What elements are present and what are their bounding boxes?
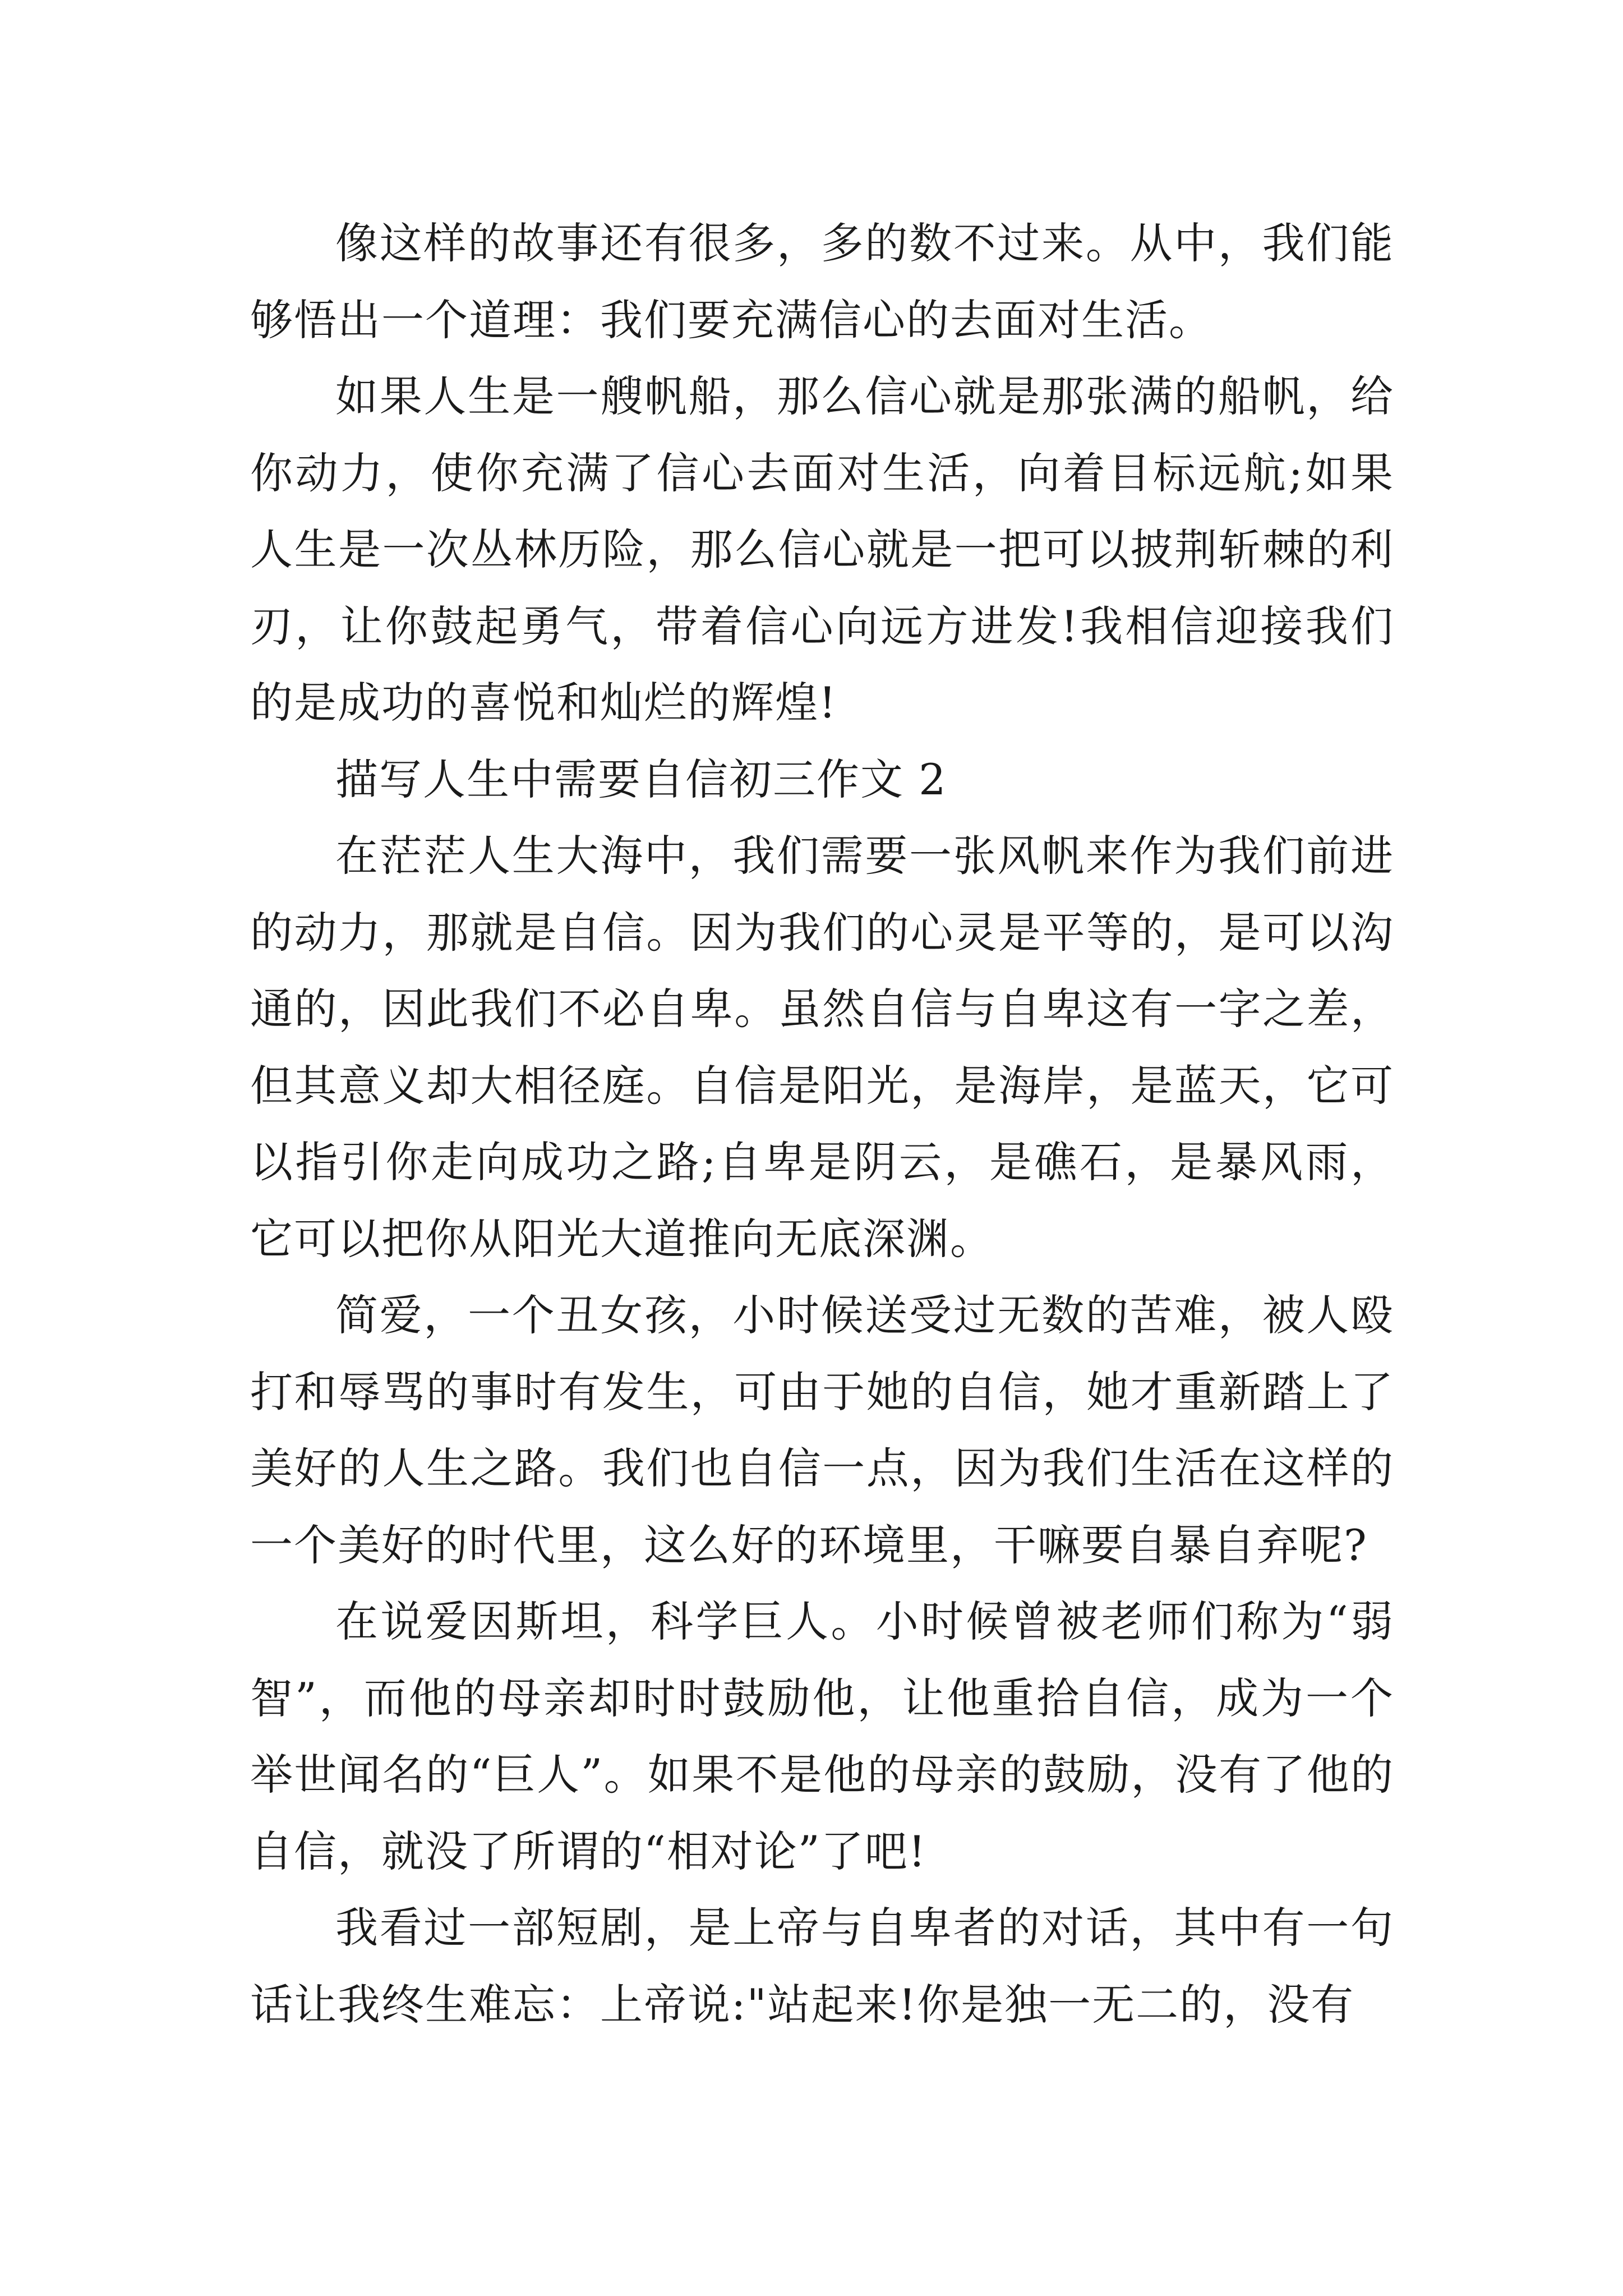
paragraph-1: 像这样的故事还有很多，多的数不过来。从中，我们能够悟出一个道理：我们要充满信心的去面对生活。 xyxy=(250,218,1394,345)
paragraph-5: 在说爱因斯坦，科学巨人。小时候曾被老师们称为“弱智”，而他的母亲却时时鼓励他，让他重拾自信，成为一个举世闻名的“巨人”。如果不是他的母亲的鼓励，没有了他的自信，就没了所谓的“相对论”了吧! xyxy=(250,1596,1394,1876)
paragraph-6: 我看过一部短剧，是上帝与自卑者的对话，其中有一句话让我终生难忘：上帝说:"站起来!你是独一无二的，没有 xyxy=(250,1903,1394,2030)
paragraph-3: 在茫茫人生大海中，我们需要一张风帆来作为我们前进的动力，那就是自信。因为我们的心灵是平等的，是可以沟通的，因此我们不必自卑。虽然自信与自卑这有一字之差，但其意义却大相径庭。自信是阳光，是海岸，是蓝天，它可以指引你走向成功之路;自卑是阴云，是礁石，是暴风雨，它可以把你从阳光大道推向无底深渊。 xyxy=(250,831,1394,1264)
paragraph-4: 简爱，一个丑女孩，小时候送受过无数的苦难，被人殴打和辱骂的事时有发生，可由于她的自信，她才重新踏上了美好的人生之路。我们也自信一点，因为我们生活在这样的一个美好的时代里，这么好的环境里，干嘛要自暴自弃呢? xyxy=(250,1290,1394,1570)
document-body xyxy=(250,205,1394,2043)
section-heading: 描写人生中需要自信初三作文 2 xyxy=(335,754,947,804)
paragraph-2: 如果人生是一艘帆船，那么信心就是那张满的船帆，给你动力，使你充满了信心去面对生活，向着目标远航;如果人生是一次丛林历险，那么信心就是一把可以披荆斩棘的利刃，让你鼓起勇气，带着信心向远方进发!我相信迎接我们的是成功的喜悦和灿烂的辉煌! xyxy=(250,371,1394,728)
